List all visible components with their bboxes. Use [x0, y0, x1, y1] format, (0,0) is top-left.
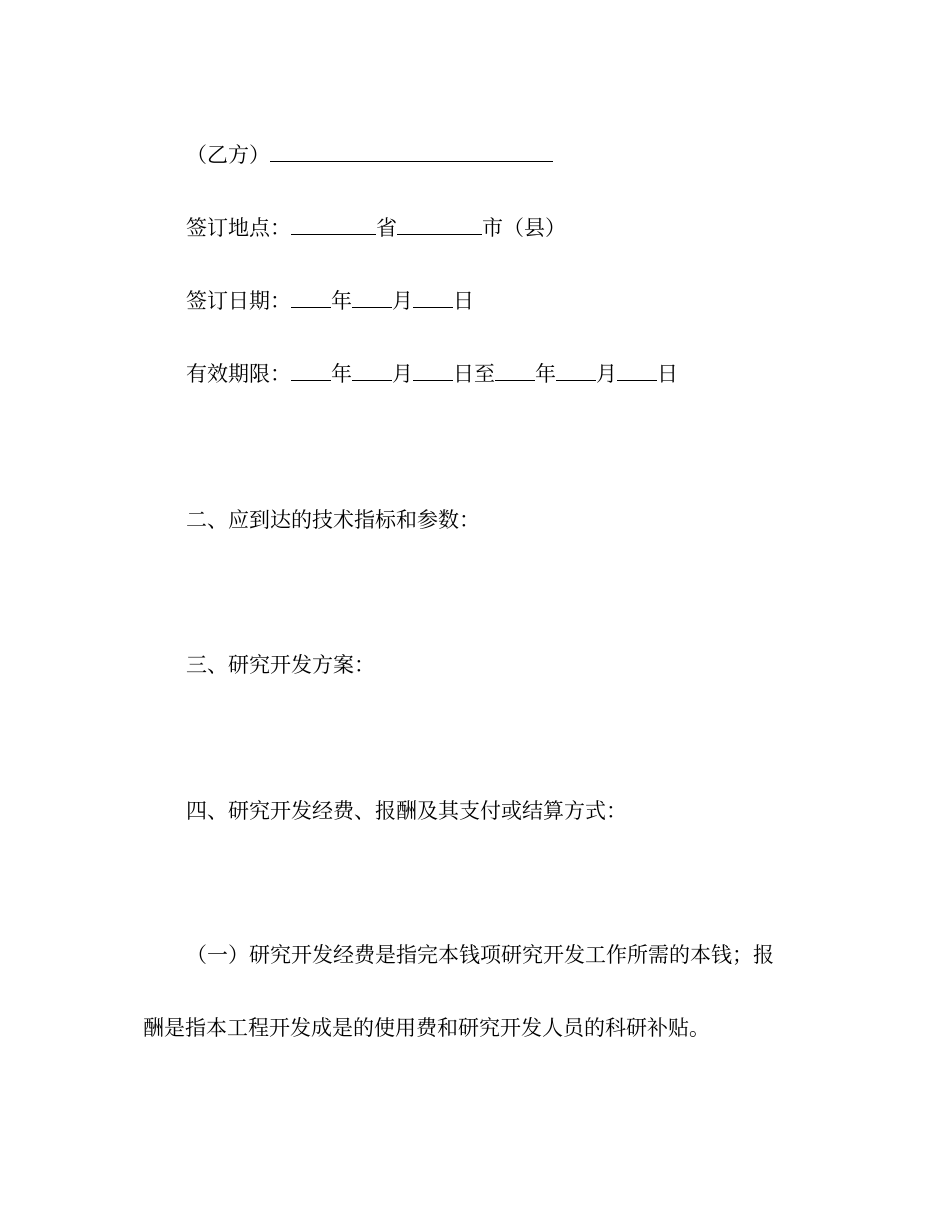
sign-place-line: [186, 213, 566, 243]
validity-start-day-blank[interactable]: [413, 360, 453, 381]
paragraph-1-line-1: （一）研究开发经费是指完本钱项研究开发工作所需的本钱；报: [186, 943, 774, 967]
party-b-line: [186, 140, 553, 170]
sign-date-line: [186, 286, 474, 316]
validity-start-month-label: 月: [392, 362, 413, 386]
party-b-label: （乙方）: [186, 143, 270, 167]
validity-end-day-label: 日: [657, 362, 678, 386]
sign-date-label: 签订日期：: [186, 289, 291, 313]
province-blank[interactable]: [291, 214, 376, 235]
validity-day-to-label: 日至: [453, 362, 495, 386]
validity-end-month-blank[interactable]: [556, 360, 596, 381]
party-b-blank[interactable]: [270, 141, 553, 162]
sign-month-label: 月: [392, 289, 413, 313]
section-4-heading: 四、研究开发经费、报酬及其支付或结算方式：: [186, 799, 627, 823]
validity-end-month-label: 月: [596, 362, 617, 386]
validity-start-year-blank[interactable]: [291, 360, 331, 381]
sign-day-blank[interactable]: [413, 287, 453, 308]
section-2-heading: 二、应到达的技术指标和参数：: [186, 508, 480, 532]
city-label: 市（县）: [482, 216, 566, 240]
validity-label: 有效期限：: [186, 362, 291, 386]
sign-year-blank[interactable]: [291, 287, 331, 308]
sign-year-label: 年: [331, 289, 352, 313]
sign-place-label: 签订地点：: [186, 216, 291, 240]
validity-start-month-blank[interactable]: [352, 360, 392, 381]
province-label: 省: [376, 216, 397, 240]
sign-day-label: 日: [453, 289, 474, 313]
city-blank[interactable]: [397, 214, 482, 235]
validity-end-year-label: 年: [535, 362, 556, 386]
paragraph-1-line-2: 酬是指本工程开发成是的使用费和研究开发人员的科研补贴。: [143, 1016, 710, 1040]
validity-end-day-blank[interactable]: [617, 360, 657, 381]
validity-line: [186, 359, 678, 389]
validity-start-year-label: 年: [331, 362, 352, 386]
validity-end-year-blank[interactable]: [495, 360, 535, 381]
sign-month-blank[interactable]: [352, 287, 392, 308]
section-3-heading: 三、研究开发方案：: [186, 653, 375, 677]
